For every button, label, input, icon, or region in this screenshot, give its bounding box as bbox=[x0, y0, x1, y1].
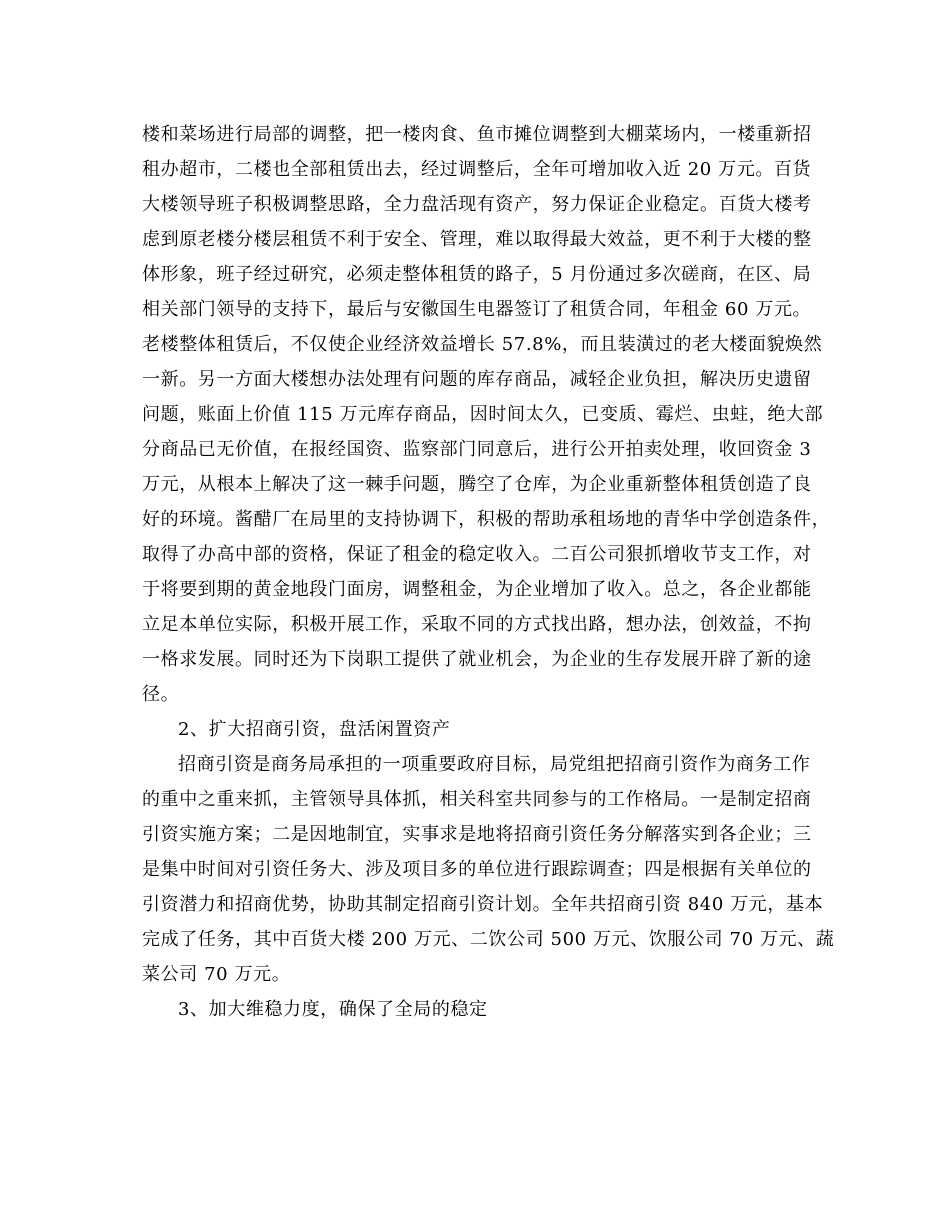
section-heading: 2、扩大招商引资，盘活闲置资产 bbox=[178, 719, 451, 740]
section-heading: 3、加大维稳力度，确保了全局的稳定 bbox=[178, 999, 488, 1020]
text-line: 楼和菜场进行局部的调整，把一楼肉食、鱼市摊位调整到大棚菜场内，一楼重新招 bbox=[142, 124, 812, 145]
text-line: 大楼领导班子积极调整思路，全力盘活现有资产，努力保证企业稳定。百货大楼考 bbox=[142, 194, 812, 215]
text-line: 是集中时间对引资任务大、涉及项目多的单位进行跟踪调查；四是根据有关单位的 bbox=[142, 859, 812, 880]
text-line: 租办超市，二楼也全部租赁出去，经过调整后，全年可增加收入近 20 万元。百货 bbox=[142, 159, 812, 180]
text-line: 分商品已无价值，在报经国资、监察部门同意后，进行公开拍卖处理，收回资金 3 bbox=[142, 439, 812, 460]
text-line: 万元，从根本上解决了这一棘手问题，腾空了仓库，为企业重新整体租赁创造了良 bbox=[142, 474, 812, 495]
text-line: 体形象，班子经过研究，必须走整体租赁的路子，5 月份通过多次磋商，在区、局 bbox=[142, 264, 812, 285]
text-line: 引资实施方案；二是因地制宜，实事求是地将招商引资任务分解落实到各企业；三 bbox=[142, 824, 812, 845]
text-line: 相关部门领导的支持下，最后与安徽国生电器签订了租赁合同，年租金 60 万元。 bbox=[142, 299, 812, 320]
text-line: 取得了办高中部的资格，保证了租金的稳定收入。二百公司狠抓增收节支工作，对 bbox=[142, 544, 812, 565]
text-line: 径。 bbox=[142, 684, 180, 705]
text-line: 虑到原老楼分楼层租赁不利于安全、管理，难以取得最大效益，更不利于大楼的整 bbox=[142, 229, 812, 250]
text-line: 于将要到期的黄金地段门面房，调整租金，为企业增加了收入。总之，各企业都能 bbox=[142, 579, 812, 600]
text-line: 一格求发展。同时还为下岗职工提供了就业机会，为企业的生存发展开辟了新的途 bbox=[142, 649, 812, 670]
text-line: 老楼整体租赁后，不仅使企业经济效益增长 57.8%，而且装潢过的老大楼面貌焕然 bbox=[142, 334, 823, 355]
text-line: 好的环境。酱醋厂在局里的支持协调下，积极的帮助承租场地的青华中学创造条件， bbox=[142, 509, 831, 530]
text-line: 立足本单位实际，积极开展工作，采取不同的方式找出路，想办法，创效益，不拘 bbox=[142, 614, 812, 635]
text-line: 引资潜力和招商优势，协助其制定招商引资计划。全年共招商引资 840 万元，基本 bbox=[142, 894, 824, 915]
text-line: 的重中之重来抓，主管领导具体抓，相关科室共同参与的工作格局。一是制定招商 bbox=[142, 789, 812, 810]
text-line: 完成了任务，其中百货大楼 200 万元、二饮公司 500 万元、饮服公司 70 万元、蔬 bbox=[142, 929, 835, 950]
text-line: 菜公司 70 万元。 bbox=[142, 964, 291, 985]
text-line: 一新。另一方面大楼想办法处理有问题的库存商品，减轻企业负担，解决历史遗留 bbox=[142, 369, 812, 390]
text-line: 招商引资是商务局承担的一项重要政府目标，局党组把招商引资作为商务工作 bbox=[178, 754, 811, 775]
text-line: 问题，账面上价值 115 万元库存商品，因时间太久，已变质、霉烂、虫蛀，绝大部 bbox=[142, 404, 824, 425]
